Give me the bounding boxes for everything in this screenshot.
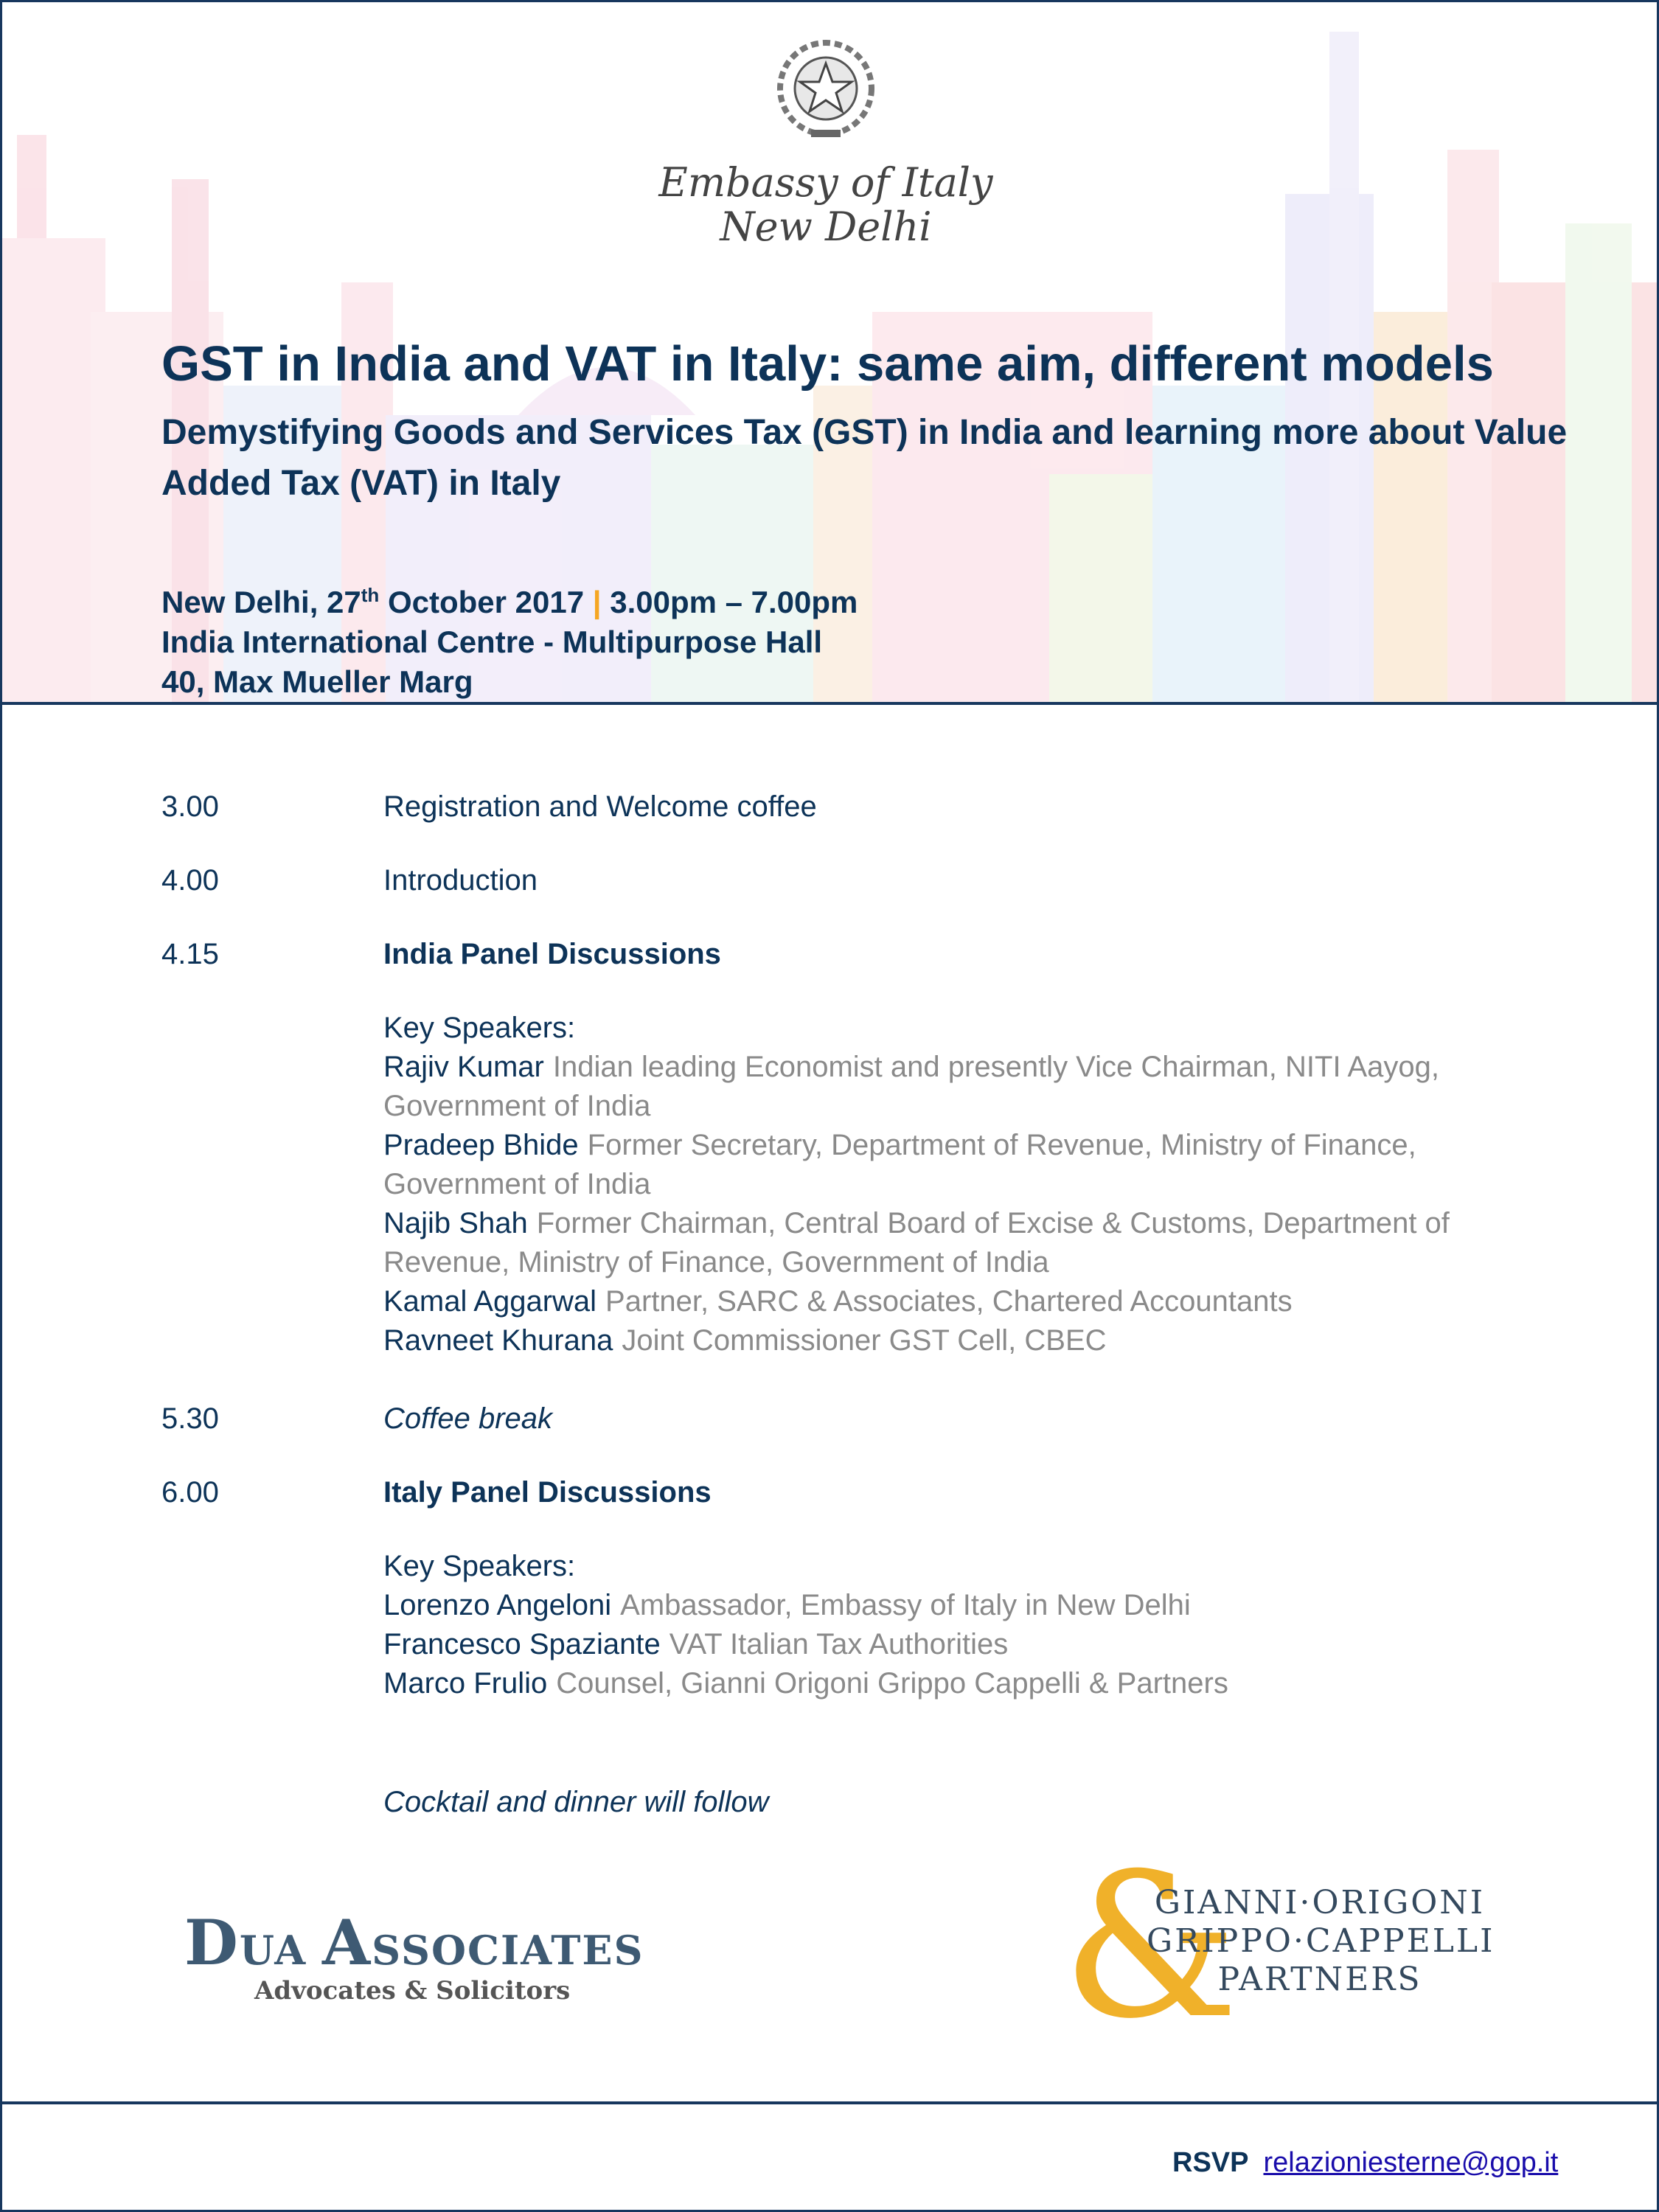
- event-date-line: [161, 575, 858, 622]
- footer-divider: [0, 2101, 1659, 2104]
- italian-emblem-icon: [771, 35, 881, 146]
- speaker-entry: [383, 1321, 1534, 1360]
- gianni-origoni-logo: [1062, 1830, 1504, 2062]
- speaker-entry: [383, 1048, 1534, 1126]
- page-title: GST in India and VAT in Italy: same aim, different models: [161, 336, 1494, 392]
- speaker-name: Lorenzo Angeloni: [383, 1589, 612, 1621]
- speaker-entry: [383, 1664, 1534, 1703]
- speaker-entry: [383, 1204, 1534, 1282]
- event-address: 40, Max Mueller Marg: [161, 664, 473, 699]
- speaker-name: Rajiv Kumar: [383, 1051, 544, 1083]
- speaker-name: Marco Frulio: [383, 1667, 548, 1700]
- speaker-role: Ambassador, Embassy of Italy in New Delhi: [620, 1589, 1191, 1621]
- agenda-time: 5.30: [161, 1402, 219, 1435]
- agenda-item-italy-panel: Italy Panel Discussions: [383, 1476, 712, 1509]
- speaker-name: Najib Shah: [383, 1207, 528, 1239]
- speaker-role: Joint Commissioner GST Cell, CBEC: [622, 1324, 1107, 1357]
- agenda-item: Registration and Welcome coffee: [383, 790, 817, 823]
- event-details: [161, 575, 858, 702]
- agenda-time: 3.00: [161, 790, 219, 823]
- dua-logo-tagline: Advocates & Solicitors: [254, 1976, 571, 2006]
- speaker-entry: [383, 1282, 1534, 1321]
- gop-logo-wordmark: GIANNI·ORIGONI GRIPPO·CAPPELLI PARTNERS: [1147, 1884, 1495, 1998]
- speakers-heading: Key Speakers:: [383, 1550, 576, 1582]
- embassy-name: [649, 161, 1003, 249]
- speaker-role: Partner, SARC & Associates, Chartered Accountants: [605, 1285, 1293, 1318]
- india-speakers-list: [383, 1009, 1534, 1360]
- agenda-item: Introduction: [383, 864, 538, 897]
- speaker-name: Pradeep Bhide: [383, 1129, 579, 1161]
- rsvp-line: [1172, 2147, 1558, 2179]
- agenda-time: 4.00: [161, 864, 219, 897]
- ampersand-icon: &: [1062, 1830, 1239, 2062]
- speaker-role: VAT Italian Tax Authorities: [669, 1628, 1009, 1660]
- speaker-entry: [383, 1126, 1534, 1204]
- embassy-line-1: Embassy of Italy: [658, 159, 993, 206]
- event-date-sup: th: [361, 584, 380, 606]
- speaker-role: Counsel, Gianni Origoni Grippo Cappelli & Partners: [556, 1667, 1228, 1700]
- page-subtitle: Demystifying Goods and Services Tax (GST) in India and learning more about Value Added Tax (VAT) in Italy: [161, 413, 1568, 503]
- agenda-time: 6.00: [161, 1476, 219, 1509]
- event-date-prefix: New Delhi, 27: [161, 585, 361, 619]
- speaker-name: Francesco Spaziante: [383, 1628, 661, 1660]
- agenda-item-coffee-break: Coffee break: [383, 1402, 553, 1435]
- speaker-role: Former Secretary, Department of Revenue, Ministry of Finance, Government of India: [383, 1129, 1416, 1200]
- closing-note: Cocktail and dinner will follow: [383, 1786, 769, 1818]
- agenda-item-india-panel: India Panel Discussions: [383, 938, 721, 970]
- event-date-suffix: October 2017: [379, 585, 593, 619]
- speakers-heading: Key Speakers:: [383, 1012, 576, 1044]
- dua-associates-logo: [184, 1906, 644, 2009]
- speaker-role: Indian leading Economist and presently Vice Chairman, NITI Aayog, Government of India: [383, 1051, 1439, 1122]
- embassy-line-2: New Delhi: [720, 204, 932, 250]
- speaker-entry: [383, 1625, 1534, 1664]
- speaker-name: Kamal Aggarwal: [383, 1285, 597, 1318]
- dua-logo-wordmark: DUA ASSOCIATES: [184, 1906, 644, 1979]
- header-divider: [0, 702, 1659, 705]
- event-time: 3.00pm – 7.00pm: [601, 585, 858, 619]
- event-venue: India International Centre - Multipurpose Hall: [161, 625, 823, 659]
- rsvp-label: RSVP: [1172, 2147, 1249, 2178]
- speaker-entry: [383, 1586, 1534, 1625]
- agenda-time: 4.15: [161, 938, 219, 970]
- italy-speakers-list: [383, 1547, 1534, 1703]
- speaker-role: Former Chairman, Central Board of Excise & Customs, Department of Revenue, Ministry of Finance, Government of India: [383, 1207, 1450, 1279]
- speaker-name: Ravneet Khurana: [383, 1324, 613, 1357]
- date-time-separator: |: [592, 585, 602, 619]
- rsvp-email-link[interactable]: relazioniesterne@gop.it: [1263, 2147, 1559, 2178]
